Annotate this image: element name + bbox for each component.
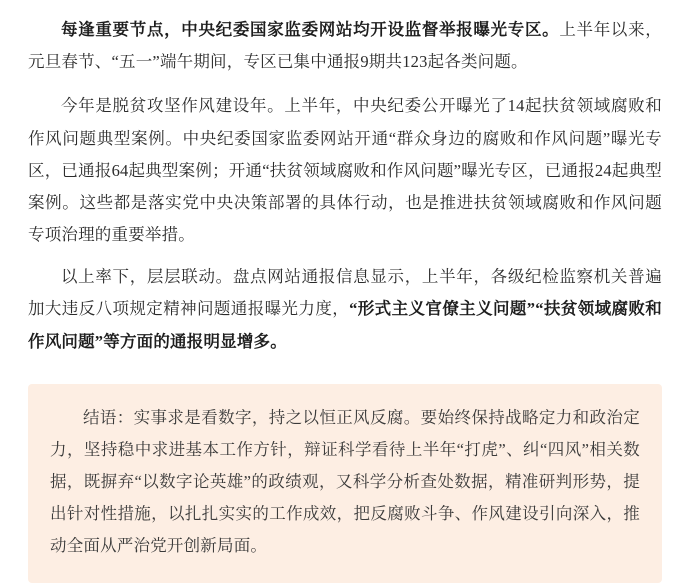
conclusion-callout xyxy=(28,384,662,583)
conclusion-label: 结语： xyxy=(83,407,134,427)
paragraph-1 xyxy=(28,14,662,78)
paragraph-3-text: 以上率下，层层联动。盘点网站通报信息显示，上半年，各级纪检监察机关普遍加大违反八项规定精神问题通报曝光力度， xyxy=(28,267,662,319)
paragraph-3 xyxy=(28,261,662,358)
paragraph-3-bold-tail: “形式主义官僚主义问题”“扶贫领域腐败和作风问题”等方面的通报明显增多。 xyxy=(28,299,662,351)
paragraph-1-bold-lead: 每逢重要节点，中央纪委国家监委网站均开设监督举报曝光专区。 xyxy=(61,20,560,39)
conclusion-text-block xyxy=(50,402,640,563)
paragraph-2: 今年是脱贫攻坚作风建设年。上半年，中央纪委公开曝光了14起扶贫领域腐败和作风问题典型案例。中央纪委国家监委网站开通“群众身边的腐败和作风问题”曝光专区，已通报64起典型案例；开通“扶贫领域腐败和作风问题”曝光专区，已通报24起典型案例。这些都是落实党中央决策部署的具体行动，也是推进扶贫领域腐败和作风问题专项治理的重要举措。 xyxy=(28,96,662,245)
conclusion-text: 实事求是看数字，持之以恒正风反腐。要始终保持战略定力和政治定力，坚持稳中求进基本工作方针，辩证科学看待上半年“打虎”、纠“四风”相关数据，既摒弃“以数字论英雄”的政绩观，又科学分析查处数据，精准研判形势，提出针对性措施，以扎扎实实的工作成效，把反腐败斗争、作风建设引向深入，推动全面从严治党开创新局面。 xyxy=(50,407,640,556)
paragraph-1-rest: 上半年以来，元旦春节、“五一”端午期间，专区已集中通报9期共123起各类问题。 xyxy=(28,20,662,72)
